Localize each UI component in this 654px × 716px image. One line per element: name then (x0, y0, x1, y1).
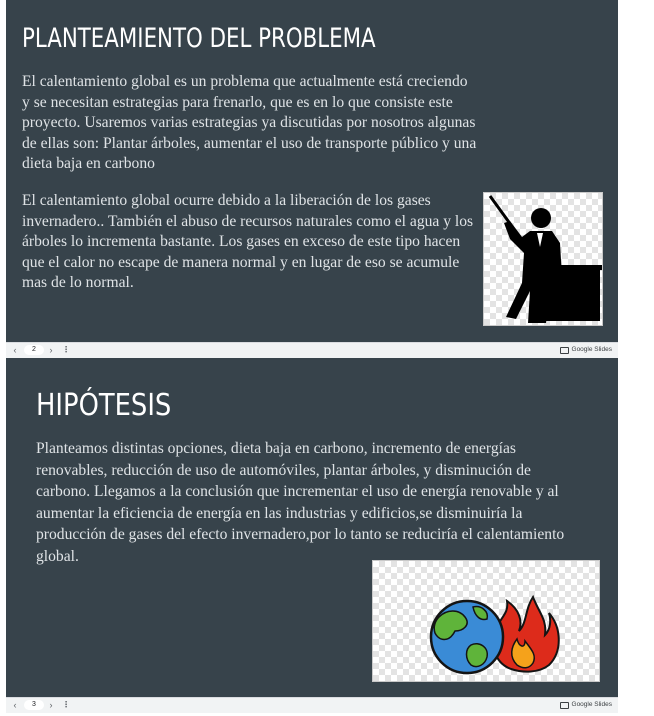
slide-paragraph: El calentamiento global es un problema que actualmente está creciendo y se necesitan estrategias para frenarlo, que es en lo que consiste este proyecto. Usaremos varias estrategias ya discutidas por nosotros algunas de ellas son: Plantar árboles, aumentar el uso de transporte público y una dieta baja en carbono (22, 73, 477, 173)
slide-embed-3 (6, 358, 618, 713)
more-options-icon[interactable]: ⋮ (62, 345, 70, 354)
teacher-pointer-image (483, 192, 603, 326)
slides-embed-toolbar (6, 342, 618, 358)
slide-number-indicator: 2 (24, 345, 44, 355)
slide-paragraph: Planteamos distintas opciones, dieta baja en carbono, incremento de energías renovables, reducción de uso de automóviles, plantar árboles, y disminución de carbono. Llegamos a la conclusión que incrementar el uso de energía renovable y al aumentar la eficiencia de energía en las industrias y edificios,se disminuiría la producción de gases del efecto invernadero,por lo tanto se reduciría el calentamiento global. (36, 440, 565, 565)
next-slide-button[interactable]: › (49, 345, 53, 355)
brand-label: Google Slides (571, 346, 612, 353)
slide-title: HIPÓTESIS (36, 388, 172, 423)
google-slides-brand[interactable] (560, 700, 612, 710)
next-slide-button[interactable]: › (49, 700, 53, 710)
google-slides-brand[interactable] (560, 345, 612, 355)
slide-canvas (6, 358, 618, 698)
slide-number-indicator: 3 (24, 700, 44, 710)
slides-logo-icon (560, 702, 569, 709)
more-options-icon[interactable]: ⋮ (62, 700, 70, 709)
slide-title: PLANTEAMIENTO DEL PROBLEMA (22, 23, 376, 54)
slides-embed-toolbar (6, 697, 618, 713)
brand-label: Google Slides (571, 701, 612, 708)
slide-embed-2 (6, 0, 618, 358)
slide-paragraph: El calentamiento global ocurre debido a la liberación de los gases invernadero.. También el abuso de recursos naturales como el agua y los árboles lo incrementa bastante. Los gases en exceso de este tipo hacen que el calor no escape de manera normal y en lugar de eso se acumule mas de lo normal. (22, 192, 474, 292)
previous-slide-button[interactable]: ‹ (13, 345, 17, 355)
previous-slide-button[interactable]: ‹ (13, 700, 17, 710)
slides-logo-icon (560, 347, 569, 354)
teacher-pointer-icon (484, 193, 602, 325)
burning-earth-image (372, 560, 600, 682)
slide-canvas (6, 0, 618, 343)
burning-earth-icon (373, 561, 599, 681)
